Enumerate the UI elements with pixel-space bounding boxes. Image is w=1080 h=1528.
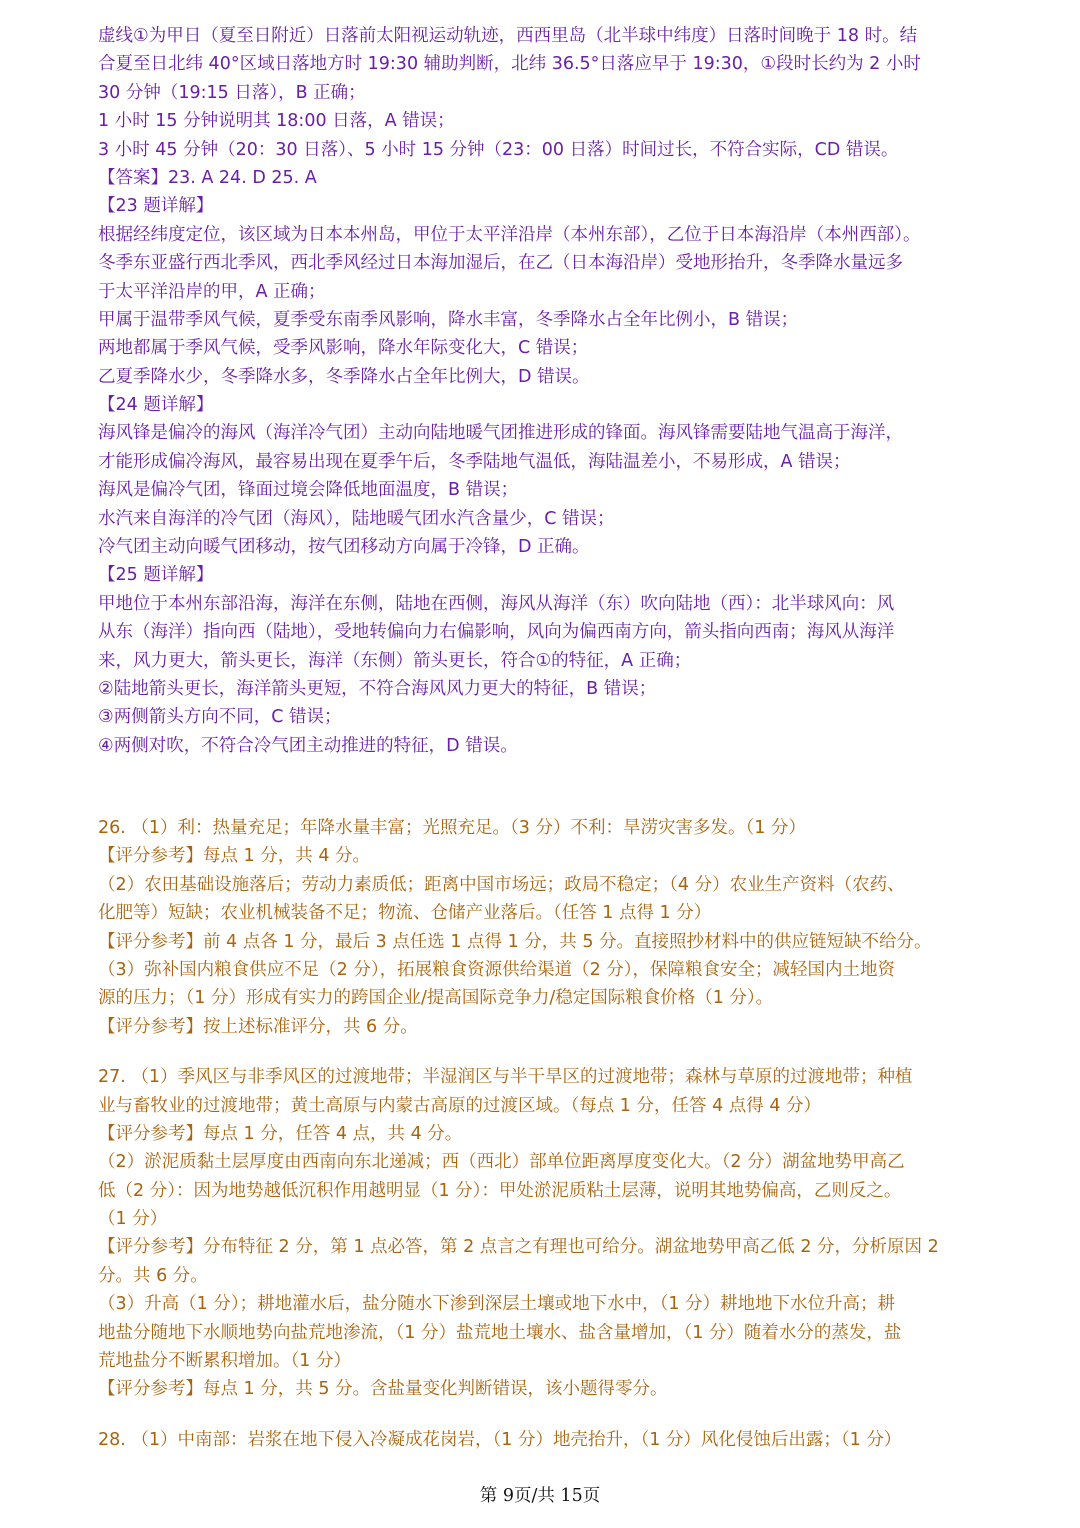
text-line: 分。共 6 分。 <box>98 1265 208 1286</box>
text-line: （2）淤泥质黏土层厚度由西南向东北递减；西（西北）部单位距离厚度变化大。（2 分）湖盆地势甲高乙 <box>98 1152 905 1173</box>
text-line: 【评分参考】每点 1 分，任答 4 点，共 4 分。 <box>98 1123 463 1144</box>
text-line: 【评分参考】分布特征 2 分，第 1 点必答，第 2 点言之有理也可给分。湖盆地势甲高乙低 2 分，分析原因 2 <box>98 1237 939 1258</box>
question-28-answer <box>98 1426 990 1454</box>
text-line: （3）弥补国内粮食供应不足（2 分），拓展粮食资源供给渠道（2 分），保障粮食安全；减轻国内土地资 <box>98 959 896 980</box>
text-line: 冷气团主动向暖气团移动，按气团移动方向属于冷锋，D 正确。 <box>98 537 590 558</box>
text-line: 【评分参考】每点 1 分，共 4 分。 <box>98 846 371 867</box>
question-27-answer <box>98 1063 990 1404</box>
text-line: 【23 题详解】 <box>98 196 214 217</box>
text-line: 1 小时 15 分钟说明其 18:00 日落，A 错误； <box>98 111 455 132</box>
text-line: 水汽来自海洋的冷气团（海风），陆地暖气团水汽含量少，C 错误； <box>98 508 615 529</box>
text-line: 冬季东亚盛行西北季风，西北季风经过日本海加湿后，在乙（日本海沿岸）受地形抬升，冬季降水量远多 <box>98 253 903 274</box>
text-line: 【25 题详解】 <box>98 565 214 586</box>
text-line: 海风是偏冷气团，锋面过境会降低地面温度，B 错误； <box>98 480 519 501</box>
explanation-section <box>98 22 990 760</box>
text-line: 合夏至日北纬 40°区域日落地方时 19:30 辅助判断，北纬 36.5°日落应早于 19:30，①段时长约为 2 小时 <box>98 54 921 75</box>
text-line: 于太平洋沿岸的甲，A 正确； <box>98 281 326 302</box>
text-line: 地盐分随地下水顺地势向盐荒地渗流，（1 分）盐荒地土壤水、盐含量增加，（1 分）随着水分的蒸发，盐 <box>98 1322 902 1343</box>
text-line: ②陆地箭头更长，海洋箭头更短，不符合海风风力更大的特征，B 错误； <box>98 678 657 699</box>
text-line: 【24 题详解】 <box>98 395 214 416</box>
text-line: 【答案】23. A 24. D 25. A <box>98 167 317 188</box>
text-line: 甲属于温带季风气候，夏季受东南季风影响，降水丰富，冬季降水占全年比例小，B 错误； <box>98 309 799 330</box>
text-line: 【评分参考】按上述标准评分，共 6 分。 <box>98 1016 418 1037</box>
text-line: 26. （1）利：热量充足；年降水量丰富；光照充足。（3 分）不利：旱涝灾害多发。（1 分） <box>98 818 806 838</box>
text-line: 甲地位于本州东部沿海，海洋在东侧，陆地在西侧，海风从海洋（东）吹向陆地（西）：北半球风向：风 <box>98 593 895 614</box>
text-line: 低（2 分）：因为地势越低沉积作用越明显（1 分）：甲处淤泥质粘土层薄，说明其地势偏高，乙则反之。 <box>98 1180 902 1201</box>
text-line: 【评分参考】每点 1 分，共 5 分。含盐量变化判断错误，该小题得零分。 <box>98 1379 668 1400</box>
text-line: 源的压力；（1 分）形成有实力的跨国企业/提高国际竞争力/稳定国际粮食价格（1 分）。 <box>98 988 774 1009</box>
text-line: 两地都属于季风气候，受季风影响，降水年际变化大，C 错误； <box>98 338 589 359</box>
answer-section <box>98 814 990 1454</box>
text-line: 27. （1）季风区与非季风区的过渡地带；半湿润区与半干旱区的过渡地带；森林与草原的过渡地带；种植 <box>98 1067 913 1088</box>
text-line: 28. （1）中南部：岩浆在地下侵入冷凝成花岗岩，（1 分）地壳抬升，（1 分）风化侵蚀后出露；（1 分） <box>98 1429 902 1450</box>
text-line: ④两侧对吹，不符合冷气团主动推进的特征，D 错误。 <box>98 735 518 756</box>
text-line: 乙夏季降水少，冬季降水多，冬季降水占全年比例大，D 错误。 <box>98 366 590 387</box>
text-line: 荒地盐分不断累积增加。（1 分） <box>98 1351 351 1372</box>
text-line: 业与畜牧业的过渡地带；黄土高原与内蒙古高原的过渡区域。（每点 1 分，任答 4 点得 4 分） <box>98 1095 822 1116</box>
text-line: 根据经纬度定位，该区域为日本本州岛，甲位于太平洋沿岸（本州东部），乙位于日本海沿岸（本州西部）。 <box>98 224 921 245</box>
text-line: 从东（海洋）指向西（陆地），受地转偏向力右偏影响，风向为偏西南方向，箭头指向西南；海风从海洋 <box>98 622 895 643</box>
text-line: 虚线①为甲日（夏至日附近）日落前太阳视运动轨迹，西西里岛（北半球中纬度）日落时间晚于 18 时。结 <box>98 26 918 46</box>
text-line: （1 分） <box>98 1209 168 1230</box>
text-line: 化肥等）短缺；农业机械装备不足；物流、仓储产业落后。（任答 1 点得 1 分） <box>98 903 712 924</box>
text-line: ③两侧箭头方向不同，C 错误； <box>98 707 342 728</box>
text-line: 才能形成偏冷海风，最容易出现在夏季午后，冬季陆地气温低，海陆温差小，不易形成，A 错误； <box>98 451 851 472</box>
text-line: （2）农田基础设施落后；劳动力素质低；距离中国市场远；政局不稳定；（4 分）农业生产资料（农药、 <box>98 874 905 895</box>
question-26-answer <box>98 814 990 1041</box>
text-line: 30 分钟（19:15 日落），B 正确； <box>98 82 366 103</box>
text-line: 3 小时 45 分钟（20：30 日落）、5 小时 15 分钟（23：00 日落）时间过长，不符合实际，CD 错误。 <box>98 139 899 160</box>
text-line: 来，风力更大，箭头更长，海洋（东侧）箭头更长，符合①的特征，A 正确； <box>98 650 692 671</box>
page-number: 第 9页/共 15页 <box>479 1486 601 1506</box>
text-line: 【评分参考】前 4 点各 1 分，最后 3 点任选 1 点得 1 分，共 5 分。直接照抄材料中的供应链短缺不给分。 <box>98 931 932 952</box>
text-line: （3）升高（1 分）；耕地灌水后，盐分随水下渗到深层土壤或地下水中，（1 分）耕地地下水位升高；耕 <box>98 1294 896 1315</box>
text-line: 海风锋是偏冷的海风（海洋冷气团）主动向陆地暖气团推进形成的锋面。海风锋需要陆地气温高于海洋， <box>98 423 903 444</box>
